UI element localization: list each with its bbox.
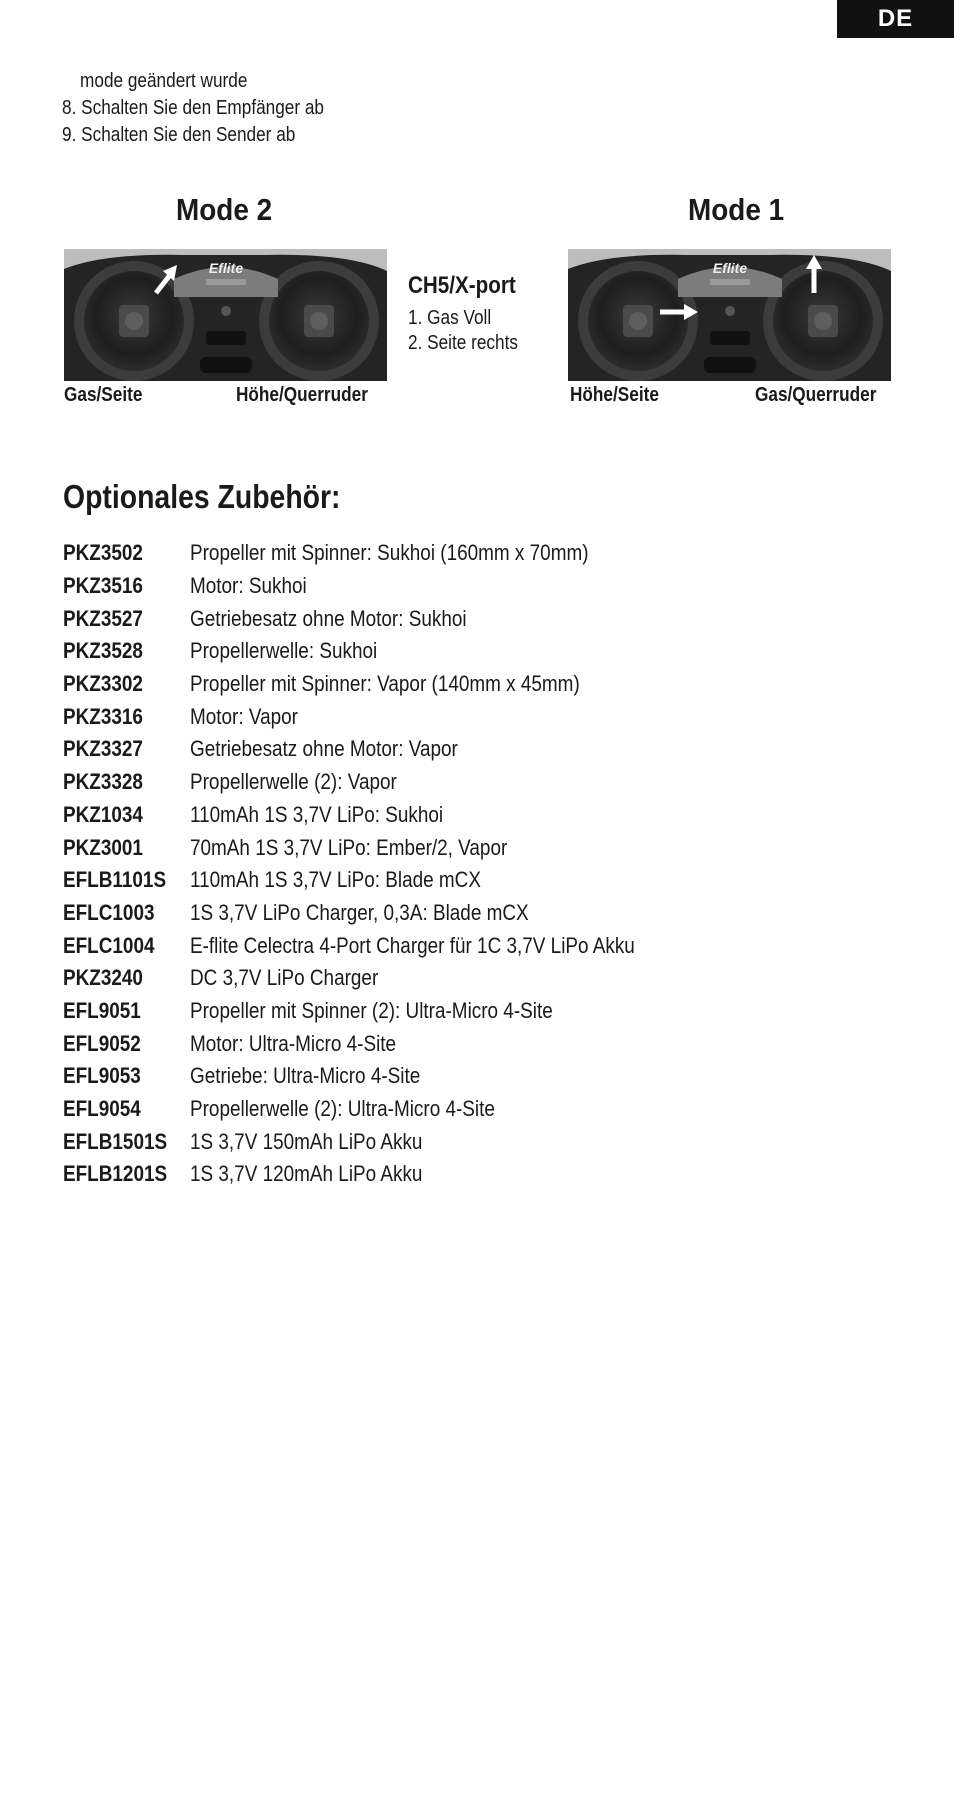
language-tab bbox=[837, 0, 954, 38]
part-description: DC 3,7V LiPo Charger bbox=[190, 965, 379, 991]
part-code: EFLB1201S bbox=[63, 1161, 168, 1187]
part-description: 1S 3,7V LiPo Charger, 0,3A: Blade mCX bbox=[190, 899, 529, 925]
mode2-title: Mode 2 bbox=[176, 192, 273, 227]
part-code: PKZ3528 bbox=[63, 638, 143, 664]
part-row bbox=[63, 799, 707, 832]
part-description: Motor: Vapor bbox=[190, 703, 298, 729]
part-row bbox=[63, 570, 707, 603]
part-code: PKZ1034 bbox=[63, 801, 143, 827]
mode1-right-label: Gas/Querruder bbox=[755, 384, 877, 406]
part-description: 110mAh 1S 3,7V LiPo: Blade mCX bbox=[190, 867, 481, 893]
part-row bbox=[63, 602, 707, 635]
step-9: 9. Schalten Sie den Sender ab bbox=[62, 124, 296, 146]
part-description: Propeller mit Spinner (2): Ultra-Micro 4-Site bbox=[190, 997, 553, 1023]
part-row bbox=[63, 897, 707, 930]
part-description: E-flite Celectra 4-Port Charger für 1C 3,7V LiPo Akku bbox=[190, 932, 635, 958]
transmitter-logo: Eflite bbox=[712, 260, 748, 276]
part-row bbox=[63, 962, 707, 995]
mode2-transmitter-image bbox=[64, 249, 387, 381]
part-row bbox=[63, 1125, 707, 1158]
part-row bbox=[63, 1060, 707, 1093]
part-row bbox=[63, 733, 707, 766]
part-description: 70mAh 1S 3,7V LiPo: Ember/2, Vapor bbox=[190, 834, 508, 860]
part-description: Propellerwelle (2): Ultra-Micro 4-Site bbox=[190, 1096, 495, 1122]
step-8: 8. Schalten Sie den Empfänger ab bbox=[62, 97, 325, 119]
mode2-left-label: Gas/Seite bbox=[64, 384, 143, 406]
mode1-transmitter-image bbox=[568, 249, 891, 381]
part-row bbox=[63, 929, 707, 962]
part-code: EFLB1101S bbox=[63, 867, 167, 893]
mode2-right-label: Höhe/Querruder bbox=[236, 384, 368, 406]
ch5-info bbox=[408, 272, 518, 356]
mode1-left-label: Höhe/Seite bbox=[570, 384, 659, 406]
part-row bbox=[63, 668, 707, 701]
part-row bbox=[63, 995, 707, 1028]
parts-list bbox=[63, 537, 707, 1191]
part-description: 1S 3,7V 120mAh LiPo Akku bbox=[190, 1161, 423, 1187]
part-code: PKZ3240 bbox=[63, 965, 143, 991]
part-code: EFLC1004 bbox=[63, 932, 155, 958]
part-row bbox=[63, 1093, 707, 1126]
part-code: PKZ3316 bbox=[63, 703, 143, 729]
part-code: PKZ3327 bbox=[63, 736, 143, 762]
part-code: EFL9052 bbox=[63, 1030, 141, 1056]
part-code: PKZ3516 bbox=[63, 573, 143, 599]
part-description: Getriebesatz ohne Motor: Vapor bbox=[190, 736, 458, 762]
part-description: 110mAh 1S 3,7V LiPo: Sukhoi bbox=[190, 801, 444, 827]
part-description: Propeller mit Spinner: Vapor (140mm x 45mm) bbox=[190, 671, 580, 697]
part-code: EFL9051 bbox=[63, 997, 141, 1023]
part-row bbox=[63, 1027, 707, 1060]
ch5-line-2: 2. Seite rechts bbox=[408, 332, 518, 354]
accessories-title: Optionales Zubehör: bbox=[63, 478, 341, 515]
steps-list bbox=[62, 68, 324, 149]
mode1-title: Mode 1 bbox=[688, 192, 785, 227]
part-description: Propellerwelle (2): Vapor bbox=[190, 769, 397, 795]
part-row bbox=[63, 537, 707, 570]
part-description: Getriebesatz ohne Motor: Sukhoi bbox=[190, 605, 467, 631]
part-code: EFL9054 bbox=[63, 1096, 141, 1122]
transmitter-logo: Eflite bbox=[208, 260, 244, 276]
part-description: 1S 3,7V 150mAh LiPo Akku bbox=[190, 1128, 423, 1154]
part-description: Motor: Sukhoi bbox=[190, 573, 307, 599]
part-row bbox=[63, 831, 707, 864]
part-code: PKZ3328 bbox=[63, 769, 143, 795]
part-code: PKZ3527 bbox=[63, 605, 143, 631]
part-code: EFLC1003 bbox=[63, 899, 155, 925]
part-description: Propeller mit Spinner: Sukhoi (160mm x 70mm) bbox=[190, 540, 589, 566]
part-code: PKZ3502 bbox=[63, 540, 143, 566]
step-continuation: mode geändert wurde bbox=[80, 70, 248, 92]
part-description: Propellerwelle: Sukhoi bbox=[190, 638, 378, 664]
part-code: PKZ3302 bbox=[63, 671, 143, 697]
part-description: Getriebe: Ultra-Micro 4-Site bbox=[190, 1063, 421, 1089]
part-code: EFLB1501S bbox=[63, 1128, 168, 1154]
part-row bbox=[63, 864, 707, 897]
part-row bbox=[63, 1158, 707, 1191]
part-code: EFL9053 bbox=[63, 1063, 141, 1089]
part-code: PKZ3001 bbox=[63, 834, 143, 860]
part-description: Motor: Ultra-Micro 4-Site bbox=[190, 1030, 397, 1056]
part-row bbox=[63, 700, 707, 733]
ch5-line-1: 1. Gas Voll bbox=[408, 307, 492, 329]
part-row bbox=[63, 766, 707, 799]
part-row bbox=[63, 635, 707, 668]
language-tab-label: DE bbox=[877, 5, 914, 32]
ch5-title: CH5/X-port bbox=[408, 272, 516, 299]
